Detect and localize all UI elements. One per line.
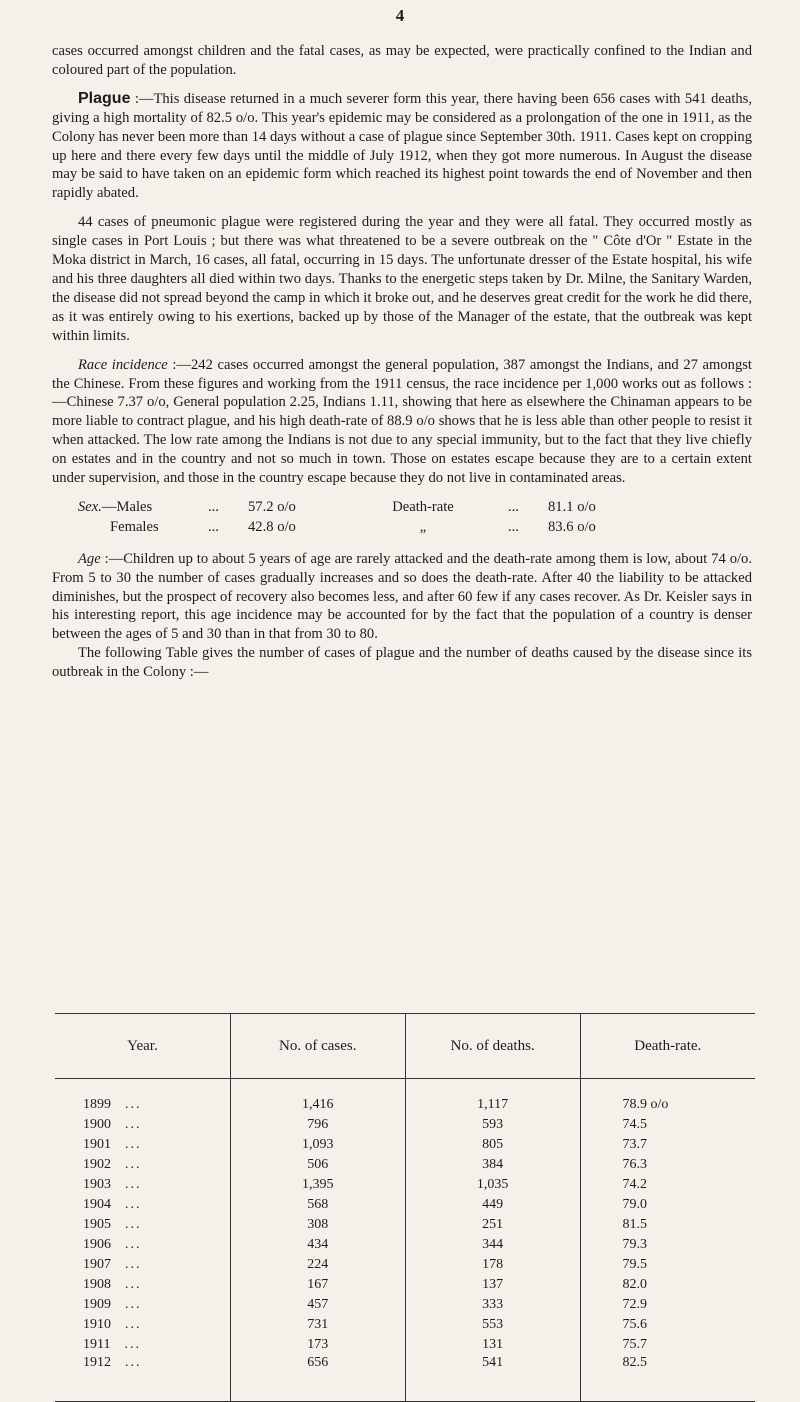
cell-deaths: 251 [405, 1215, 580, 1235]
header-death-rate: Death-rate. [580, 1014, 755, 1079]
table-header-row [55, 1014, 755, 1079]
sex-row [78, 518, 606, 538]
cell-death-rate: 73.7 [580, 1135, 755, 1155]
leader-dots: ... [125, 1217, 142, 1232]
cell-deaths: 541 [405, 1355, 580, 1402]
cell-year: 1899 [83, 1097, 111, 1112]
table-row [55, 1335, 755, 1355]
sex-table [78, 498, 606, 538]
leader-dots: ... [124, 1337, 141, 1352]
page-number: 4 [395, 6, 405, 25]
leader-dots: ... [125, 1197, 142, 1212]
death-rate-ditto: „ [419, 518, 427, 535]
table-row [55, 1315, 755, 1335]
sex-label: Sex. [78, 498, 102, 515]
paragraph-race [52, 356, 752, 488]
cell-year: 1908 [83, 1277, 111, 1292]
cell-year: 1902 [83, 1157, 111, 1172]
leader-dots: ... [125, 1257, 142, 1272]
age-text: :—Children up to about 5 years of age are rarely attacked and the death-rate among them is low, about 74 o/o. From 5 to 30 the number of cases gradually increases and so does the death-rate. After 40 the liability to be attacked diminishes, but the prospect of recovery also becomes less, and after 60 few if any cases recover. As Dr. Keisler says in his interesting report, this age incidence may be accounted for by the fact that the population of a country is denser between the ages of 5 and 30 than in that from 30 to 80. [52, 550, 752, 643]
age-label: Age [78, 550, 101, 567]
table-row [55, 1195, 755, 1215]
table-row [55, 1275, 755, 1295]
paragraph-children-cases: cases occurred amongst children and the fatal cases, as may be expected, were practically confined to the Indian and coloured part of the population. [52, 43, 752, 78]
cell-cases: 568 [230, 1195, 405, 1215]
cell-deaths: 805 [405, 1135, 580, 1155]
header-deaths: No. of deaths. [405, 1014, 580, 1079]
cell-cases: 434 [230, 1235, 405, 1255]
cell-deaths: 137 [405, 1275, 580, 1295]
plague-text: :—This disease returned in a much severer form this year, there having been 656 cases with 541 deaths, giving a high mortality of 82.5 o/o. This year's epidemic may be considered as a prolongation of the one in 1911, as the Colony has never been more than 14 days without a case of plague since September 30th. 1911. Cases kept on cropping up here and there every few days until the middle of July 1912, when they got more numerous. In August the disease may be said to have taken on an epidemic form which reached its highest point towards the end of November and then rapidly abated. [52, 90, 752, 202]
cell-deaths: 131 [405, 1335, 580, 1355]
table-row [55, 1155, 755, 1175]
cell-cases: 173 [230, 1335, 405, 1355]
leader-dots: ... [125, 1297, 142, 1312]
cell-year: 1906 [83, 1237, 111, 1252]
cell-cases: 308 [230, 1215, 405, 1235]
cell-deaths: 344 [405, 1235, 580, 1255]
cell-death-rate: 72.9 [580, 1295, 755, 1315]
cell-deaths: 178 [405, 1255, 580, 1275]
table-row [55, 1135, 755, 1155]
sex-males-rate: 57.2 o/o [248, 498, 296, 515]
sex-females-label: Females [110, 518, 159, 535]
females-death-rate: 83.6 o/o [548, 518, 596, 535]
leader-dots: ... [125, 1277, 142, 1292]
cell-cases: 167 [230, 1275, 405, 1295]
cell-cases: 224 [230, 1255, 405, 1275]
paragraph-table-intro: The following Table gives the number of cases of plague and the number of deaths caused by the disease since its outbreak in the Colony :— [52, 645, 752, 681]
plague-heading: Plague [78, 89, 131, 107]
cell-year: 1909 [83, 1297, 111, 1312]
paragraph-plague [52, 90, 752, 203]
header-cases: No. of cases. [230, 1014, 405, 1079]
table-row [55, 1175, 755, 1195]
table-row [55, 1095, 755, 1115]
cell-deaths: 449 [405, 1195, 580, 1215]
table-row [55, 1235, 755, 1255]
cell-deaths: 1,117 [405, 1095, 580, 1115]
cell-deaths: 593 [405, 1115, 580, 1135]
table-spacer [55, 1079, 755, 1096]
cell-death-rate: 81.5 [580, 1215, 755, 1235]
cell-death-rate: 76.3 [580, 1155, 755, 1175]
paragraph-pneumonic: 44 cases of pneumonic plague were registered during the year and they were all fatal. They occurred mostly as single cases in Port Louis ; but there was what threatened to be a severe outbreak on the " Côte d'Or " Estate in the Moka district in March, 16 cases, all fatal, occurring in 15 days. The unfortunate dresser of the Estate hospital, his wife and his three daughters all died within two days. Thanks to the energetic steps taken by Dr. Milne, the Sanitary Warden, the disease did not spread beyond the camp in which it broke out, and he deserves great credit for the work he did there, as it was entirely owing to his exertions, backed up by those of the Manager of the estate, that the outbreak was kept within limits. [52, 214, 752, 344]
cell-cases: 796 [230, 1115, 405, 1135]
cell-death-rate: 75.6 [580, 1315, 755, 1335]
cell-death-rate: 74.5 [580, 1115, 755, 1135]
cell-death-rate: 79.5 [580, 1255, 755, 1275]
table-row [55, 1295, 755, 1315]
cell-deaths: 553 [405, 1315, 580, 1335]
death-rate-dots: ... [508, 518, 519, 535]
cell-deaths: 1,035 [405, 1175, 580, 1195]
leader-dots: ... [125, 1097, 142, 1112]
death-rate-label: Death-rate [392, 498, 454, 515]
sex-row [78, 498, 606, 518]
cell-year: 1911 [83, 1337, 111, 1352]
cell-year: 1912 [83, 1355, 111, 1370]
cell-year: 1903 [83, 1177, 111, 1192]
leader-dots: ... [125, 1157, 142, 1172]
cell-death-rate: 79.0 [580, 1195, 755, 1215]
cell-deaths: 384 [405, 1155, 580, 1175]
leader-dots: ... [125, 1117, 142, 1132]
cell-year: 1905 [83, 1217, 111, 1232]
cell-deaths: 333 [405, 1295, 580, 1315]
header-year: Year. [55, 1014, 230, 1079]
cell-year: 1904 [83, 1197, 111, 1212]
cell-year: 1900 [83, 1117, 111, 1132]
males-death-rate: 81.1 o/o [548, 498, 596, 515]
cell-death-rate: 75.7 [580, 1335, 755, 1355]
leader-dots: ... [125, 1177, 142, 1192]
race-incidence-text: :—242 cases occurred amongst the general population, 387 amongst the Indians, and 27 amongst the Chinese. From these figures and working from the 1911 census, the race incidence per 1,000 works out as follows :—Chinese 7.37 o/o, General population 2.25, Indians 1.11, showing that here as elsewhere the Chinaman appears to be more liable to contract plague, and his high death-rate of 88.9 o/o shows that he is less able than other people to resist it when attacked. The low rate among the Indians is not due to any special immunity, but to the fact that they live chiefly on estates and in the country and not so much in town. Those on estates escape because they are to a certain extent under supervision, and those in the country escape because they do not live in contaminated areas. [52, 356, 752, 487]
cell-cases: 457 [230, 1295, 405, 1315]
cell-year: 1907 [83, 1257, 111, 1272]
cell-cases: 656 [230, 1355, 405, 1402]
table-row [55, 1255, 755, 1275]
cell-death-rate: 79.3 [580, 1235, 755, 1255]
race-incidence-label: Race incidence [78, 356, 168, 373]
death-rate-dots: ... [508, 498, 519, 515]
cell-death-rate: 74.2 [580, 1175, 755, 1195]
cell-death-rate: 82.0 [580, 1275, 755, 1295]
sex-dots: ... [208, 518, 219, 535]
sex-females-rate: 42.8 o/o [248, 518, 296, 535]
table-body [55, 1079, 755, 1402]
cell-cases: 1,093 [230, 1135, 405, 1155]
leader-dots: ... [125, 1137, 142, 1152]
sex-males-label: —Males [101, 498, 153, 515]
cell-cases: 1,395 [230, 1175, 405, 1195]
leader-dots: ... [125, 1317, 142, 1332]
cell-death-rate: 78.9 o/o [580, 1095, 755, 1115]
cell-year: 1910 [83, 1317, 111, 1332]
leader-dots: ... [125, 1355, 142, 1370]
table-row [55, 1215, 755, 1235]
cell-cases: 731 [230, 1315, 405, 1335]
plague-statistics-table [55, 1013, 755, 1402]
cell-year: 1901 [83, 1137, 111, 1152]
sex-dots: ... [208, 498, 219, 515]
cell-death-rate: 82.5 [580, 1355, 755, 1402]
cell-cases: 1,416 [230, 1095, 405, 1115]
leader-dots: ... [125, 1237, 142, 1252]
table-row [55, 1355, 755, 1402]
body-text [52, 42, 752, 692]
table-row [55, 1115, 755, 1135]
cell-cases: 506 [230, 1155, 405, 1175]
paragraph-age [52, 550, 752, 645]
